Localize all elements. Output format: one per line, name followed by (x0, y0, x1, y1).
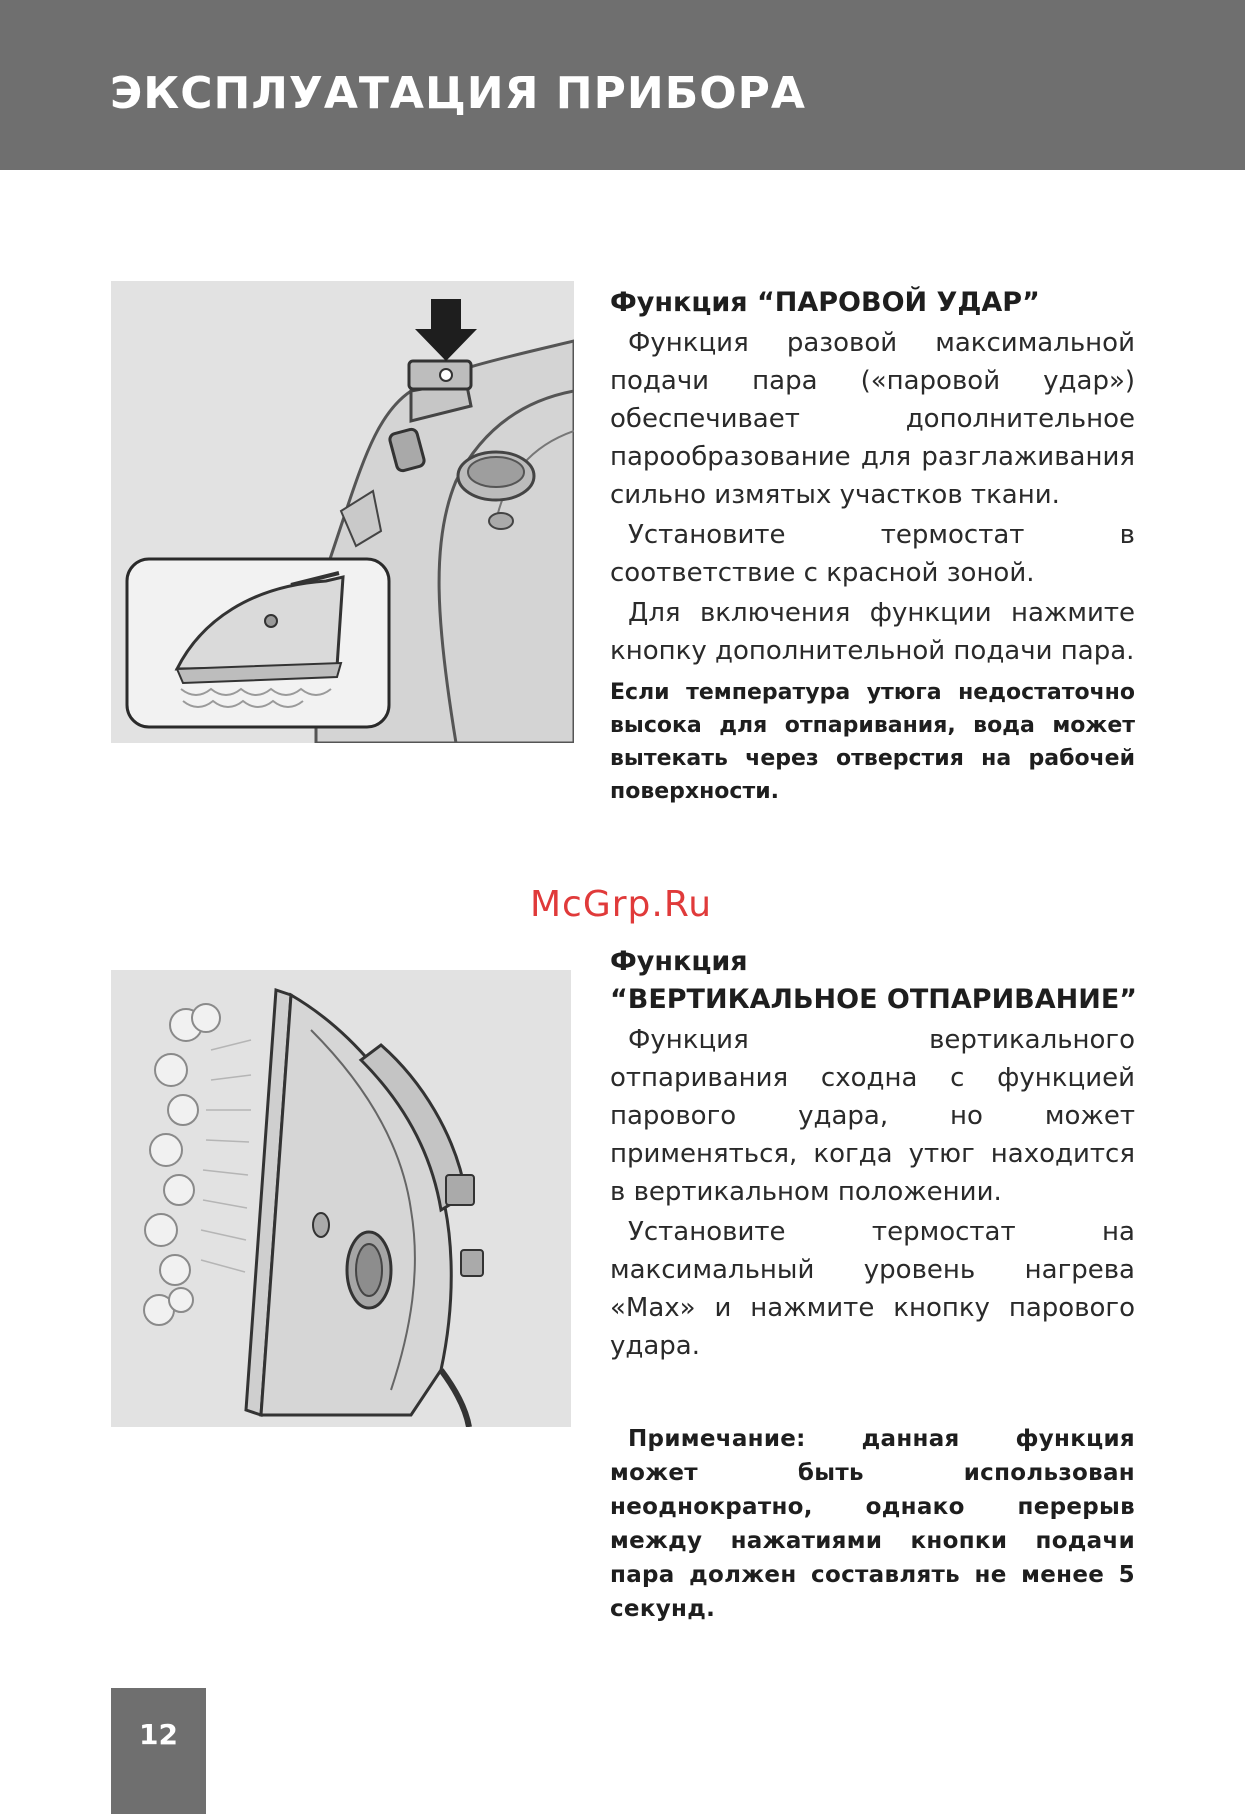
paragraph: Установите термостат на максимальный уровень нагрева «Max» и нажмите кнопку парового удара. (610, 1217, 1135, 1361)
paragraph: Установите термостат в соответствие с красной зоной. (610, 520, 1135, 588)
note-block (610, 1416, 1135, 1626)
section-title: Функция “ПАРОВОЙ УДАР” (610, 287, 1040, 318)
watermark: McGrp.Ru (530, 884, 713, 925)
section-title-line1: Функция (610, 946, 748, 977)
page-number-box (111, 1688, 206, 1814)
section-vertical-steam (610, 943, 1138, 1365)
vertical-iron-with-steam-icon (111, 970, 571, 1427)
warning-text: Если температура утюга недостаточно высока для отпаривания, вода может вытекать через отверстия на рабочей поверхности. (610, 680, 1135, 804)
page-number: 12 (139, 1718, 178, 1751)
section-steam-shot (610, 284, 1135, 808)
page-header (0, 0, 1245, 170)
paragraph: Для включения функции нажмите кнопку дополнительной подачи пара. (610, 598, 1135, 666)
note-text: Примечание: данная функция может быть использован неоднократно, однако перерыв между нажатиями кнопки подачи пара должен составлять не менее 5 секунд. (610, 1426, 1135, 1622)
iron-with-down-arrow-icon (111, 281, 574, 743)
paragraph: Функция вертикального отпаривания сходна с функцией парового удара, но может применяться, когда утюг находится в вертикальном положении. (610, 1025, 1135, 1207)
vertical-steam-illustration (111, 970, 571, 1427)
paragraph: Функция разовой максимальной подачи пара («паровой удар») обеспечивает дополнительное парообразование для разглаживания сильно измятых участков ткани. (610, 328, 1135, 510)
page-title: ЭКСПЛУАТАЦИЯ ПРИБОРА (110, 68, 806, 119)
section-title-line2: “ВЕРТИКАЛЬНОЕ ОТПАРИВАНИЕ” (610, 984, 1138, 1015)
steam-shot-illustration (111, 281, 574, 743)
